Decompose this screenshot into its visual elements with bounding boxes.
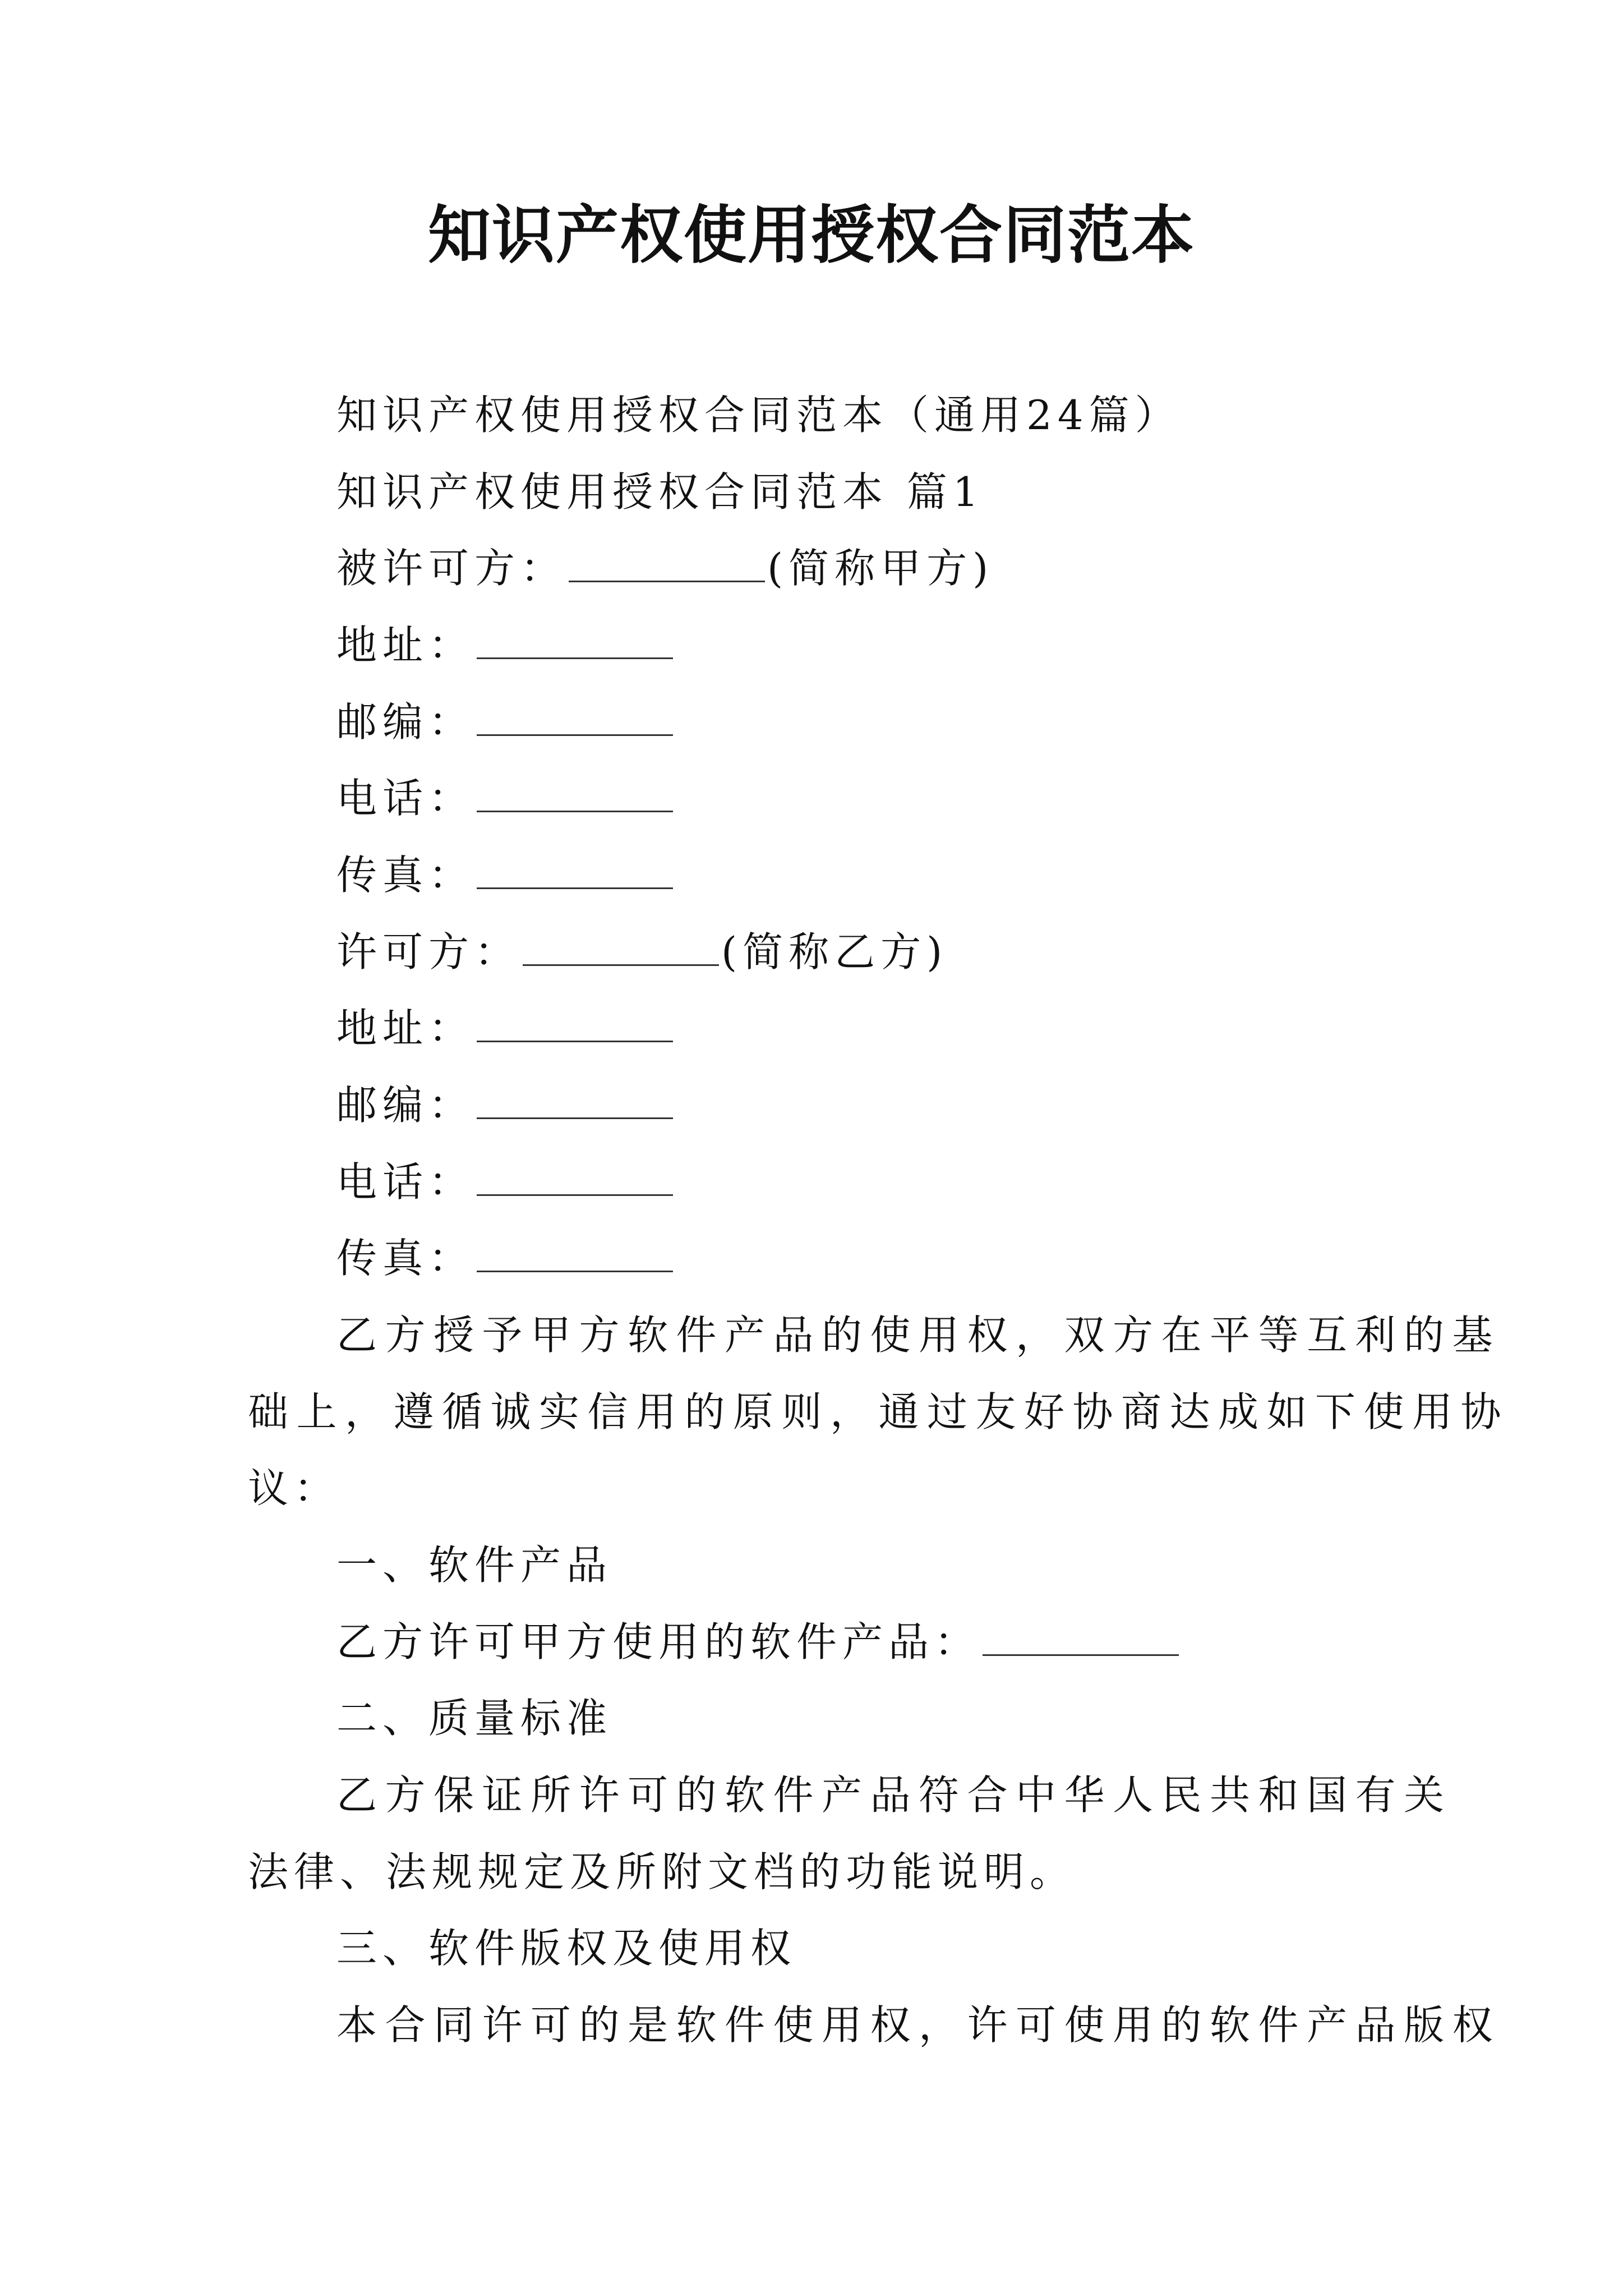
licensor-phone-blank [477,1161,673,1196]
licensor-fax-blank [477,1237,673,1272]
licensor-phone-label: 电话： [336,1158,475,1205]
licensee-line [336,540,994,596]
section2-line-1: 乙方保证所许可的软件产品符合中华人民共和国有关 [336,1772,1453,1819]
licensee-postcode-blank [477,701,673,736]
licensee-postcode-line [336,694,675,750]
licensee-address-label: 地址： [336,622,475,669]
section2-line-2: 法律、法规规定及所附文档的功能说明。 [248,1848,1076,1895]
licensor-fax-line [336,1230,675,1286]
licensor-fax-label: 传真： [336,1235,475,1282]
software-product-blank [983,1621,1179,1656]
licensor-postcode-blank [477,1084,673,1119]
licensee-fax-label: 传真： [336,852,475,899]
licensor-suffix: (简称乙方) [721,928,948,976]
licensor-name-blank [523,931,719,966]
intro-line-2: 础上，遵循诚实信用的原则，通过友好协商达成如下使用协 [248,1388,1510,1435]
licensee-address-blank [477,624,673,659]
section1-heading: 一、软件产品 [336,1542,613,1589]
part-heading: 知识产权使用授权合同范本 篇1 [336,468,984,516]
licensor-label: 许可方： [336,928,521,976]
licensee-fax-line [336,847,675,903]
licensor-address-label: 地址： [336,1005,475,1052]
licensor-phone-line [336,1154,675,1210]
intro-line-3: 议： [248,1465,340,1512]
licensee-phone-line [336,770,675,826]
licensee-suffix: (简称甲方) [767,545,994,592]
licensor-postcode-label: 邮编： [336,1082,475,1129]
document-subtitle: 知识产权使用授权合同范本（通用24篇） [336,392,1181,439]
licensee-fax-blank [477,854,673,889]
licensee-address-line [336,617,675,673]
licensee-name-blank [569,547,765,582]
section3-heading: 三、软件版权及使用权 [336,1925,797,1972]
licensor-line [336,924,948,980]
licensee-label: 被许可方： [336,545,567,592]
licensor-postcode-line [336,1077,675,1133]
document-title: 知识产权使用授权合同范本 [428,199,1195,272]
intro-line-1: 乙方授予甲方软件产品的使用权，双方在平等互利的基 [336,1312,1501,1359]
licensee-phone-label: 电话： [336,775,475,822]
licensor-address-line [336,1000,675,1056]
section2-heading: 二、质量标准 [336,1695,613,1742]
section3-line-1: 本合同许可的是软件使用权，许可使用的软件产品版权 [336,2001,1501,2049]
licensor-address-blank [477,1007,673,1042]
licensee-postcode-label: 邮编： [336,698,475,746]
section1-text: 乙方许可甲方使用的软件产品： [336,1618,981,1665]
licensee-phone-blank [477,777,673,812]
section1-text-line [336,1614,1181,1670]
